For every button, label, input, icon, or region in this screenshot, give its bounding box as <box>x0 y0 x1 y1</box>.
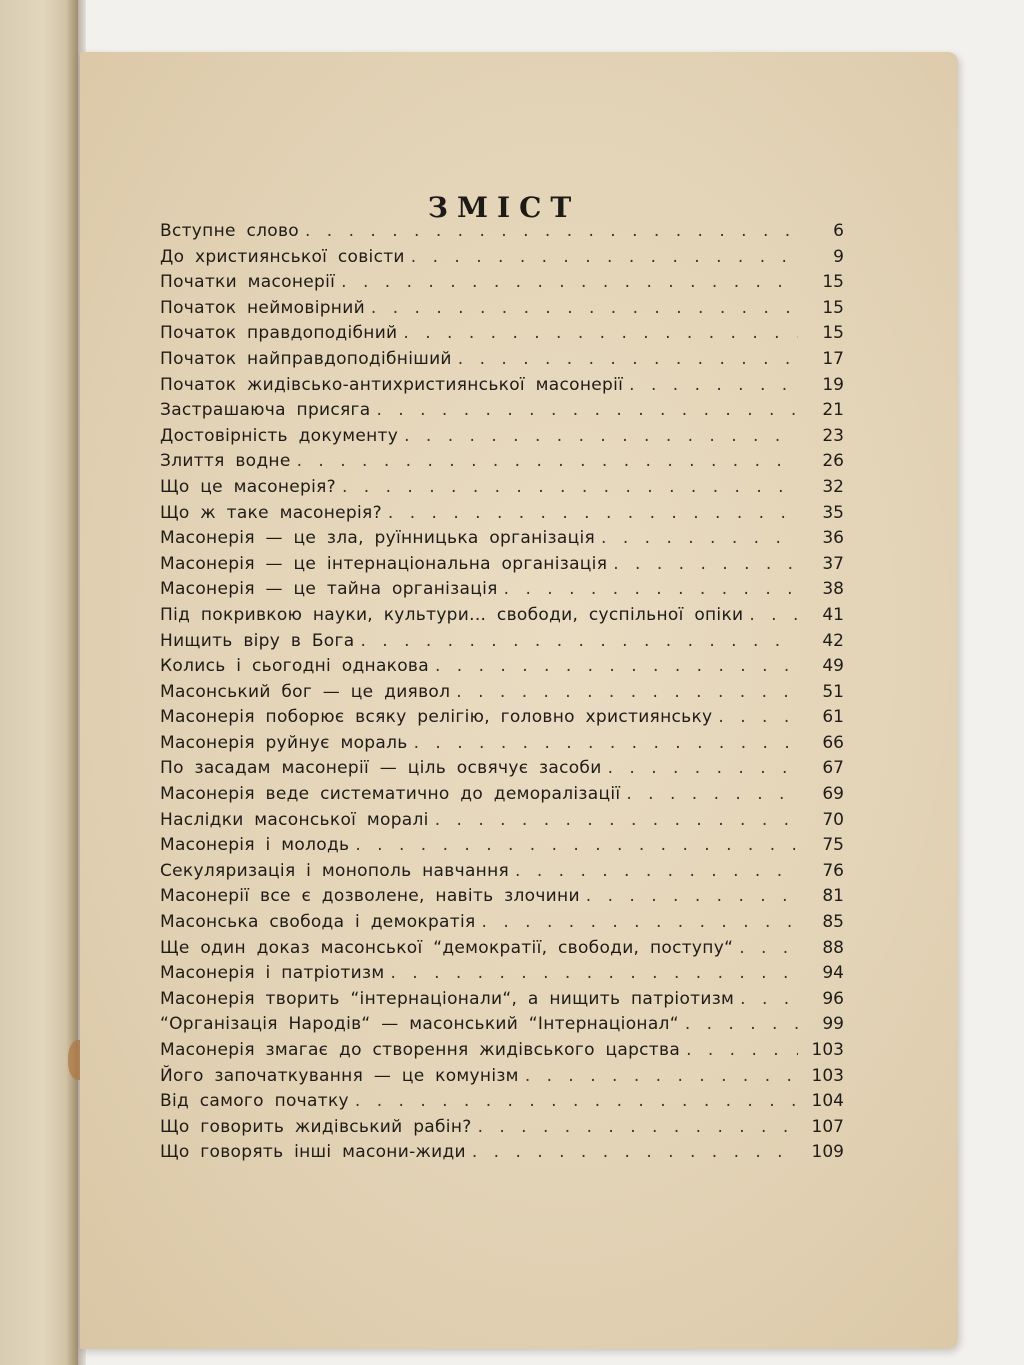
toc-entry <box>160 400 844 426</box>
dot-leader <box>355 835 798 855</box>
toc-entry-page-number: 76 <box>822 860 844 881</box>
toc-entry <box>160 375 844 401</box>
dot-leader <box>414 733 798 753</box>
toc-entry-page-number: 17 <box>822 348 844 369</box>
dot-leader <box>685 1014 798 1034</box>
dot-leader <box>686 1040 798 1060</box>
toc-entry <box>160 835 844 861</box>
toc-entry-page-number: 66 <box>822 732 844 753</box>
dot-leader <box>749 605 798 625</box>
toc-entry <box>160 1040 844 1066</box>
toc-entry-title: Масонерія і молодь <box>160 835 350 856</box>
dot-leader <box>403 323 798 343</box>
toc-entry <box>160 451 844 477</box>
dot-leader <box>504 579 798 599</box>
dot-leader <box>525 1066 798 1086</box>
toc-entry-title: Нищить віру в Бога <box>160 630 355 651</box>
toc-entry <box>160 1117 844 1143</box>
toc-entry-title: Злиття водне <box>160 451 291 472</box>
toc-entry-title: Масонська свобода і демократія <box>160 912 476 933</box>
toc-entry <box>160 886 844 912</box>
toc-entry-title: Масонерія і патріотизм <box>160 963 385 984</box>
toc-entry-title: Ще один доказ масонської “демократії, свободи, поступу“ <box>160 937 734 958</box>
toc-entry-title: Застрашаюча присяга <box>160 400 371 421</box>
toc-entry <box>160 554 844 580</box>
toc-entry-title: Достовірність документу <box>160 425 399 446</box>
toc-entry <box>160 682 844 708</box>
dot-leader <box>739 938 798 958</box>
toc-entry <box>160 323 844 349</box>
toc-entry <box>160 758 844 784</box>
dot-leader <box>629 375 798 395</box>
toc-entry <box>160 1066 844 1092</box>
toc-entry-title: “Організація Народів“ — масонський “Інтернаціонал“ <box>160 1014 679 1035</box>
dot-leader <box>435 656 798 676</box>
toc-entry-title: Масонерія — це інтернаціональна організація <box>160 553 608 574</box>
toc-entry <box>160 784 844 810</box>
dot-leader <box>456 682 798 702</box>
toc-entry <box>160 1014 844 1040</box>
toc-entry <box>160 272 844 298</box>
table-of-contents <box>160 221 844 1168</box>
dot-leader <box>458 349 798 369</box>
dot-leader <box>404 426 798 446</box>
toc-entry-title: Що ж таке масонерія? <box>160 502 382 523</box>
toc-entry-title: До християнської совісти <box>160 246 405 267</box>
toc-entry-page-number: 32 <box>822 476 844 497</box>
dot-leader <box>740 989 798 1009</box>
dot-leader <box>360 631 798 651</box>
toc-entry-title: Наслідки масонської моралі <box>160 809 429 830</box>
dot-leader <box>305 221 798 241</box>
toc-entry-page-number: 21 <box>822 400 844 421</box>
toc-entry-page-number: 6 <box>833 221 844 241</box>
toc-entry <box>160 912 844 938</box>
toc-entry-page-number: 75 <box>822 835 844 856</box>
toc-entry-page-number: 49 <box>822 656 844 677</box>
toc-entry <box>160 989 844 1015</box>
toc-entry-page-number: 37 <box>822 553 844 574</box>
toc-entry-page-number: 69 <box>822 784 844 805</box>
toc-entry-title: Масонерія творить “інтернаціонали“, а нищить патріотизм <box>160 988 735 1009</box>
dot-leader <box>388 503 798 523</box>
toc-entry-page-number: 94 <box>822 963 844 984</box>
toc-entry-page-number: 104 <box>811 1091 844 1112</box>
dot-leader <box>355 1091 798 1111</box>
toc-entry <box>160 1142 844 1168</box>
toc-entry-page-number: 99 <box>822 1014 844 1035</box>
toc-entry-title: Масонський бог — це диявол <box>160 681 451 702</box>
toc-entry-page-number: 23 <box>822 425 844 446</box>
toc-entry-title: Вступне слово <box>160 221 299 241</box>
toc-entry-page-number: 38 <box>822 579 844 600</box>
toc-entry <box>160 861 844 887</box>
toc-entry-title: Під покривкою науки, культури... свободи, суспільної опіки <box>160 604 744 625</box>
dot-leader <box>371 298 798 318</box>
dot-leader <box>613 554 798 574</box>
toc-entry-page-number: 15 <box>822 272 844 293</box>
toc-entry-title: Масонерія веде систематично до деморалізації <box>160 784 621 805</box>
toc-entry-page-number: 67 <box>822 758 844 779</box>
toc-entry-title: По засадам масонерії — ціль освячує засоби <box>160 758 602 779</box>
toc-entry-page-number: 41 <box>822 604 844 625</box>
toc-entry-title: Масонерія руйнує мораль <box>160 732 408 753</box>
toc-entry <box>160 810 844 836</box>
toc-entry <box>160 656 844 682</box>
toc-entry <box>160 426 844 452</box>
toc-entry-page-number: 51 <box>822 681 844 702</box>
toc-entry <box>160 605 844 631</box>
dot-leader <box>718 707 798 727</box>
dot-leader <box>515 861 798 881</box>
toc-entry-page-number: 9 <box>833 246 844 267</box>
dot-leader <box>342 477 798 497</box>
toc-entry-title: Масонерія — це зла, руїнницька організація <box>160 528 596 549</box>
toc-entry-page-number: 88 <box>822 937 844 958</box>
toc-entry-title: Масонерія — це тайна організація <box>160 579 498 600</box>
toc-entry-page-number: 107 <box>811 1116 844 1137</box>
dot-leader <box>390 963 798 983</box>
toc-entry-title: Масонерія поборює всяку релігію, головно християнську <box>160 707 713 728</box>
dot-leader <box>608 758 798 778</box>
toc-entry-page-number: 15 <box>822 323 844 344</box>
dot-leader <box>297 451 798 471</box>
toc-entry-page-number: 35 <box>822 502 844 523</box>
toc-entry <box>160 631 844 657</box>
toc-entry-title: Початок правдоподібний <box>160 323 398 344</box>
toc-entry-title: Початок найправдоподібніший <box>160 348 452 369</box>
toc-entry-page-number: 61 <box>822 707 844 728</box>
page-title: ЗМІСТ <box>427 190 581 224</box>
toc-entry-page-number: 109 <box>811 1142 844 1163</box>
dot-leader <box>435 810 798 830</box>
toc-entry-page-number: 26 <box>822 451 844 472</box>
dot-leader <box>601 528 798 548</box>
toc-entry-page-number: 103 <box>811 1065 844 1086</box>
toc-entry <box>160 528 844 554</box>
toc-entry-page-number: 85 <box>822 912 844 933</box>
toc-entry-page-number: 103 <box>811 1040 844 1060</box>
toc-entry <box>160 503 844 529</box>
toc-entry <box>160 477 844 503</box>
toc-entry-title: Початок жидівсько-антихристиянської масонерії <box>160 374 624 395</box>
toc-entry <box>160 707 844 733</box>
dot-leader <box>482 912 798 932</box>
dot-leader <box>478 1117 798 1137</box>
toc-entry-page-number: 81 <box>822 886 844 907</box>
toc-entry-page-number: 36 <box>822 528 844 549</box>
toc-entry-title: Масонерія змагає до створення жидівського царства <box>160 1040 681 1060</box>
toc-entry <box>160 938 844 964</box>
toc-entry <box>160 733 844 759</box>
toc-entry-title: Що говорить жидівський рабін? <box>160 1116 472 1137</box>
dot-leader <box>626 784 798 804</box>
toc-entry-title: Початок неймовірний <box>160 297 365 318</box>
toc-entry <box>160 579 844 605</box>
toc-entry-title: Початки масонерії <box>160 272 336 293</box>
toc-entry-page-number: 42 <box>822 630 844 651</box>
toc-entry-title: Що це масонерія? <box>160 476 336 497</box>
dot-leader <box>411 247 798 267</box>
toc-entry <box>160 1091 844 1117</box>
toc-entry-title: Колись і сьогодні однакова <box>160 656 429 677</box>
dot-leader <box>341 272 798 292</box>
toc-entry-page-number: 19 <box>822 374 844 395</box>
toc-entry <box>160 247 844 273</box>
toc-entry-title: Секуляризація і монополь навчання <box>160 860 510 881</box>
dot-leader <box>377 400 799 420</box>
toc-entry-page-number: 96 <box>822 988 844 1009</box>
toc-entry <box>160 221 844 247</box>
toc-entry-page-number: 15 <box>822 297 844 318</box>
dot-leader <box>586 886 798 906</box>
toc-entry-title: Його започаткування — це комунізм <box>160 1065 519 1086</box>
toc-entry-title: Масонерії все є дозволене, навіть злочини <box>160 886 580 907</box>
dot-leader <box>472 1142 798 1162</box>
toc-entry-title: Що говорять інші масони-жиди <box>160 1142 466 1163</box>
toc-entry <box>160 963 844 989</box>
toc-entry-title: Від самого початку <box>160 1091 349 1112</box>
toc-entry-page-number: 70 <box>822 809 844 830</box>
toc-entry <box>160 349 844 375</box>
toc-entry <box>160 298 844 324</box>
